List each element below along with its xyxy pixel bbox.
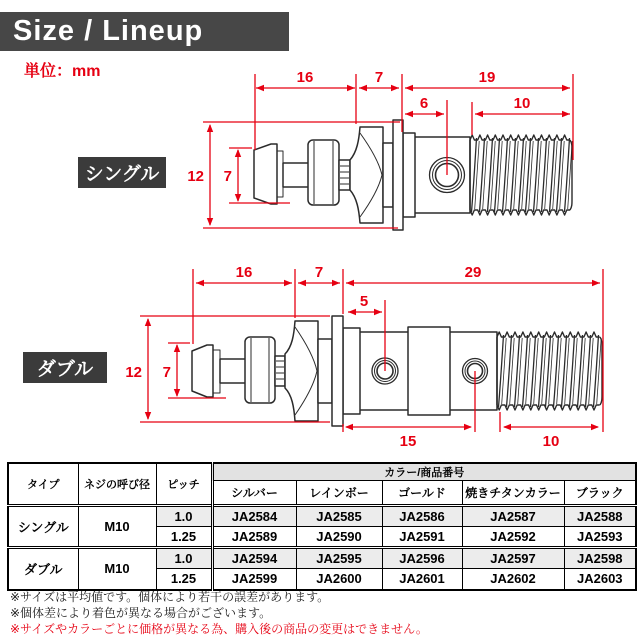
single-bolt-head — [350, 127, 383, 223]
cell-code: JA2600 — [296, 569, 382, 590]
col-header-gold: ゴールド — [382, 481, 462, 506]
cell-code: JA2596 — [382, 548, 462, 569]
cell-pitch: 1.25 — [156, 527, 212, 548]
single-nipple-cone — [254, 144, 277, 204]
cell-code: JA2584 — [212, 506, 296, 527]
svg-text:7: 7 — [223, 168, 232, 185]
col-header-color-group: カラー/商品番号 — [212, 463, 636, 481]
cell-code: JA2585 — [296, 506, 382, 527]
cell-code: JA2594 — [212, 548, 296, 569]
cell-code: JA2589 — [212, 527, 296, 548]
svg-text:5: 5 — [359, 293, 369, 310]
footnote-color-variation: ※個体差により着色が異なる場合がございます。 — [10, 606, 272, 620]
cell-diameter: M10 — [78, 506, 156, 548]
col-header-silver: シルバー — [212, 481, 296, 506]
col-header-type: タイプ — [8, 463, 78, 506]
cell-diameter: M10 — [78, 548, 156, 590]
double-threads — [497, 332, 602, 410]
double-hex-nut — [245, 337, 275, 403]
table-row — [8, 548, 636, 569]
unit-label: 単位：mm — [24, 63, 101, 80]
cell-code: JA2592 — [462, 527, 564, 548]
cell-code: JA2586 — [382, 506, 462, 527]
product-number-table — [7, 462, 637, 591]
svg-text:19: 19 — [478, 69, 496, 86]
cell-code: JA2598 — [564, 548, 636, 569]
table-row — [8, 506, 636, 527]
footnote-no-change: ※サイズやカラーごとに価格が異なる為、購入後の商品の変更はできません。 — [10, 622, 428, 636]
cell-code: JA2601 — [382, 569, 462, 590]
cell-code: JA2603 — [564, 569, 636, 590]
single-flange — [393, 120, 403, 230]
badge-double: ダブル — [23, 352, 107, 383]
col-header-diameter: ネジの呼び径 — [78, 463, 156, 506]
col-header-pitch: ピッチ — [156, 463, 212, 506]
col-header-rainbow: レインボー — [296, 481, 382, 506]
cell-pitch: 1.25 — [156, 569, 212, 590]
double-flange — [332, 316, 343, 426]
svg-text:7: 7 — [162, 364, 171, 381]
cell-pitch: 1.0 — [156, 548, 212, 569]
cell-code: JA2588 — [564, 506, 636, 527]
svg-text:10: 10 — [542, 433, 560, 450]
cell-code: JA2595 — [296, 548, 382, 569]
cell-code: JA2590 — [296, 527, 382, 548]
footnote-size: ※サイズは平均値です。個体により若干の誤差があります。 — [10, 590, 330, 604]
badge-single: シングル — [78, 157, 166, 188]
double-nipple-cone — [192, 345, 213, 397]
page-title: Size / Lineup — [13, 15, 204, 47]
single-stem — [283, 163, 310, 187]
cell-code: JA2587 — [462, 506, 564, 527]
cell-code: JA2599 — [212, 569, 296, 590]
cell-pitch: 1.0 — [156, 506, 212, 527]
footnotes — [10, 589, 428, 637]
double-stem — [220, 359, 246, 383]
cell-type-single: シングル — [8, 506, 78, 548]
cell-code: JA2593 — [564, 527, 636, 548]
double-center-band — [408, 327, 450, 415]
svg-text:12: 12 — [187, 168, 204, 185]
cell-code: JA2597 — [462, 548, 564, 569]
double-bolt-drawing — [125, 264, 603, 450]
svg-text:7: 7 — [314, 264, 324, 281]
svg-text:15: 15 — [399, 433, 417, 450]
cell-code: JA2602 — [462, 569, 564, 590]
svg-text:16: 16 — [235, 264, 253, 281]
single-bolt-drawing — [187, 69, 573, 230]
svg-text:16: 16 — [296, 69, 314, 86]
col-header-burnt-titanium: 焼きチタンカラー — [462, 481, 564, 506]
svg-text:6: 6 — [419, 95, 429, 112]
svg-text:7: 7 — [374, 69, 384, 86]
svg-text:10: 10 — [513, 95, 531, 112]
svg-text:29: 29 — [464, 264, 482, 281]
cell-type-double: ダブル — [8, 548, 78, 590]
svg-text:12: 12 — [125, 364, 142, 381]
col-header-black: ブラック — [564, 481, 636, 506]
cell-code: JA2591 — [382, 527, 462, 548]
single-hex-nut — [308, 140, 339, 205]
single-threads — [470, 135, 572, 215]
single-thread-stub — [339, 160, 350, 190]
